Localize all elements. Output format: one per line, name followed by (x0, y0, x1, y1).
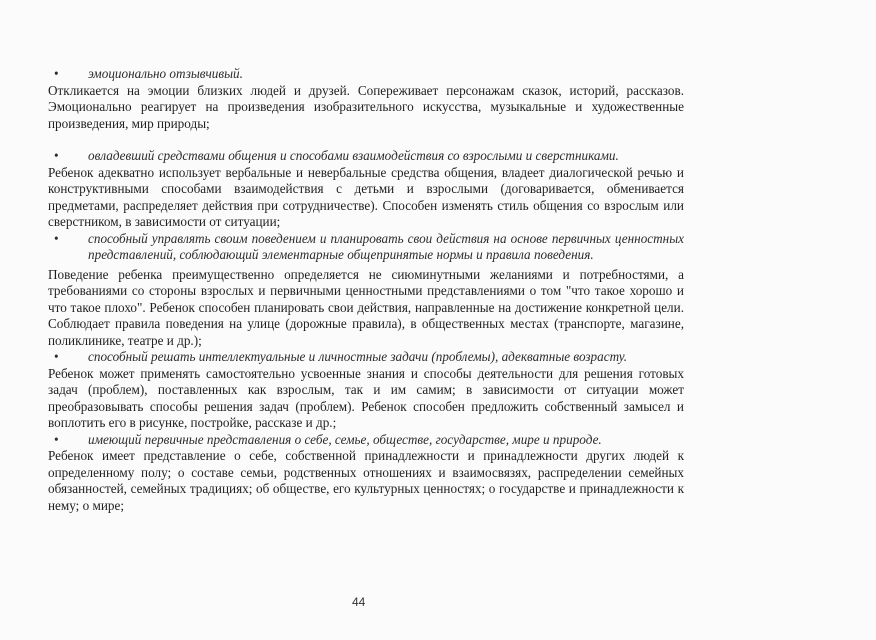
heading-text: овладевший средствами общения и способами взаимодействия со взрослыми и сверстниками. (88, 148, 619, 163)
bullet-icon: • (54, 349, 59, 364)
section-heading-emotional (48, 66, 684, 83)
section-text-behavior: Поведение ребенка преимущественно определяется не сиюминутными желаниями и потребностями, а требованиями со стороны взрослых и первичными ценностными представлениями о том "что такое хорошо и что такое плохо". Ребенок способен планировать свои действия, направленные на достижение конкретной цели. Соблюдает правила поведения на улице (дорожные правила), в общественных местах (транспорте, магазине, поликлинике, театре и др.); (48, 266, 684, 348)
bullet-icon: • (54, 230, 59, 246)
heading-text: способный решать интеллектуальные и личностные задачи (проблемы), адекватные возрасту. (88, 349, 628, 364)
heading-text: способный управлять своим поведением и планировать свои действия на основе первичных ценностных представлений, соблюдающий элементарные общепринятые нормы и правила поведения. (88, 230, 684, 262)
document-body (48, 66, 684, 514)
section-text-communication: Ребенок адекватно использует вербальные и невербальные средства общения, владеет диалогической речью и конструктивными способами взаимодействия с детьми и взрослыми (договаривается, обменивается предметами, распределяет действия при сотрудничестве). Способен изменять стиль общения со взрослым или сверстником, в зависимости от ситуации; (48, 164, 684, 229)
bullet-icon: • (54, 148, 59, 163)
heading-text: эмоционально отзывчивый. (88, 66, 243, 81)
section-heading-communication (48, 148, 684, 165)
section-text-self-world: Ребенок имеет представление о себе, собственной принадлежности и принадлежности других людей к определенному полу; о составе семьи, родственных отношениях и взаимосвязях, распределении семейных обязанностей, семейных традициях; об обществе, его культурных ценностях; о государстве и принадлежности к нему; о мире; (48, 448, 684, 513)
bullet-icon: • (54, 66, 59, 81)
section-heading-self-world (48, 432, 684, 449)
section-text-emotional: Откликается на эмоции близких людей и друзей. Сопереживает персонажам сказок, историй, рассказов. Эмоционально реагирует на произведения изобразительного искусства, музыкальные и художественные произведения, мир природы; (48, 82, 684, 131)
section-text-problem-solving: Ребенок может применять самостоятельно усвоенные знания и способы деятельности для решения готовых задач (проблем), поставленных как взрослым, так и им самим; в зависимости от ситуации может преобразовывать способы решения задач (проблем). Ребенок способен предложить собственный замысел и воплотить его в рисунке, постройке, рассказе и др.; (48, 365, 684, 430)
section-heading-behavior (48, 231, 684, 264)
heading-text: имеющий первичные представления о себе, семье, обществе, государстве, мире и природе. (88, 431, 602, 447)
page-number: 44 (352, 595, 366, 609)
section-heading-problem-solving (48, 349, 684, 366)
bullet-icon: • (54, 431, 59, 447)
